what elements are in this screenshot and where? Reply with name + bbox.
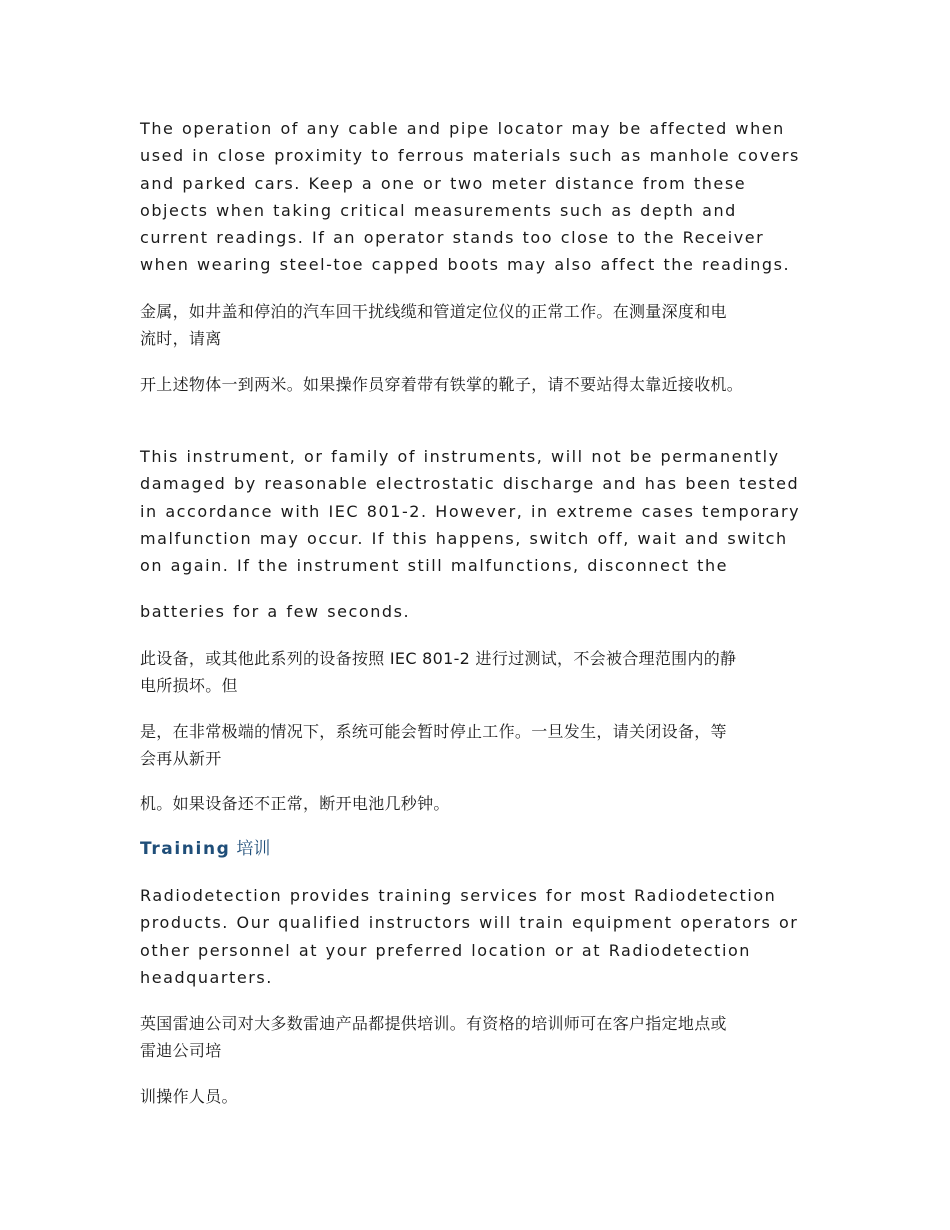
training-paragraph-zh-part2: [140, 1083, 820, 1110]
ferrous-warning-paragraph-zh-part2: [140, 371, 820, 398]
ferrous-warning-paragraph-en: [140, 115, 820, 279]
text-line: malfunction may occur. If this happens, switch off, wait and switch: [140, 528, 788, 548]
esd-paragraph-zh-part3: [140, 790, 820, 817]
text-line: 此设备，或其他此系列的设备按照 IEC 801-2 进行过测试，不会被合理范围内的静: [140, 649, 737, 668]
text-line: objects when taking critical measurements such as depth and: [140, 200, 737, 220]
text-line: on again. If the instrument still malfunctions, disconnect the: [140, 556, 729, 576]
training-heading-en: Training: [140, 839, 231, 859]
esd-paragraph-zh-part2: [140, 718, 820, 772]
text-line: headquarters.: [140, 967, 273, 987]
text-line: 是，在非常极端的情况下，系统可能会暂时停止工作。一旦发生，请关闭设备，等: [140, 722, 727, 741]
text-line: and parked cars. Keep a one or two meter distance from these: [140, 173, 747, 193]
training-paragraph-zh-part1: [140, 1010, 820, 1064]
text-line: The operation of any cable and pipe locator may be affected when: [140, 119, 785, 138]
esd-paragraph-en-continued: [140, 598, 820, 625]
text-line: 机。如果设备还不正常，断开电池几秒钟。: [140, 794, 450, 813]
text-line: current readings. If an operator stands too close to the Receiver: [140, 228, 765, 248]
ferrous-warning-paragraph-zh-part1: [140, 298, 820, 352]
text-line: batteries for a few seconds.: [140, 602, 411, 621]
training-paragraph-en: [140, 882, 820, 991]
text-line: 雷迪公司培: [140, 1041, 222, 1060]
text-line: 开上述物体一到两米。如果操作员穿着带有铁掌的靴子，请不要站得太靠近接收机。: [140, 375, 744, 394]
text-line: other personnel at your preferred location or at Radiodetection: [140, 940, 751, 960]
esd-paragraph-en: [140, 443, 820, 579]
text-line: products. Our qualified instructors will train equipment operators or: [140, 913, 799, 933]
training-heading: [140, 836, 270, 863]
text-line: 会再从新开: [140, 749, 222, 768]
text-line: 金属，如井盖和停泊的汽车回干扰线缆和管道定位仪的正常工作。在测量深度和电: [140, 302, 727, 321]
text-line: 流时，请离: [140, 329, 222, 348]
text-line: when wearing steel-toe capped boots may also affect the readings.: [140, 255, 791, 275]
text-line: 电所损坏。但: [140, 676, 238, 695]
text-line: in accordance with IEC 801-2. However, in extreme cases temporary: [140, 501, 801, 521]
text-line: 英国雷迪公司对大多数雷迪产品都提供培训。有资格的培训师可在客户指定地点或: [140, 1014, 727, 1033]
text-line: used in close proximity to ferrous materials such as manhole covers: [140, 146, 800, 166]
esd-paragraph-zh-part1: [140, 645, 820, 699]
text-line: This instrument, or family of instruments, will not be permanently: [140, 447, 780, 466]
text-line: 训操作人员。: [140, 1087, 238, 1106]
text-line: damaged by reasonable electrostatic discharge and has been tested: [140, 474, 800, 494]
training-heading-zh: 培训: [236, 839, 271, 859]
text-line: Radiodetection provides training services for most Radiodetection: [140, 886, 777, 905]
